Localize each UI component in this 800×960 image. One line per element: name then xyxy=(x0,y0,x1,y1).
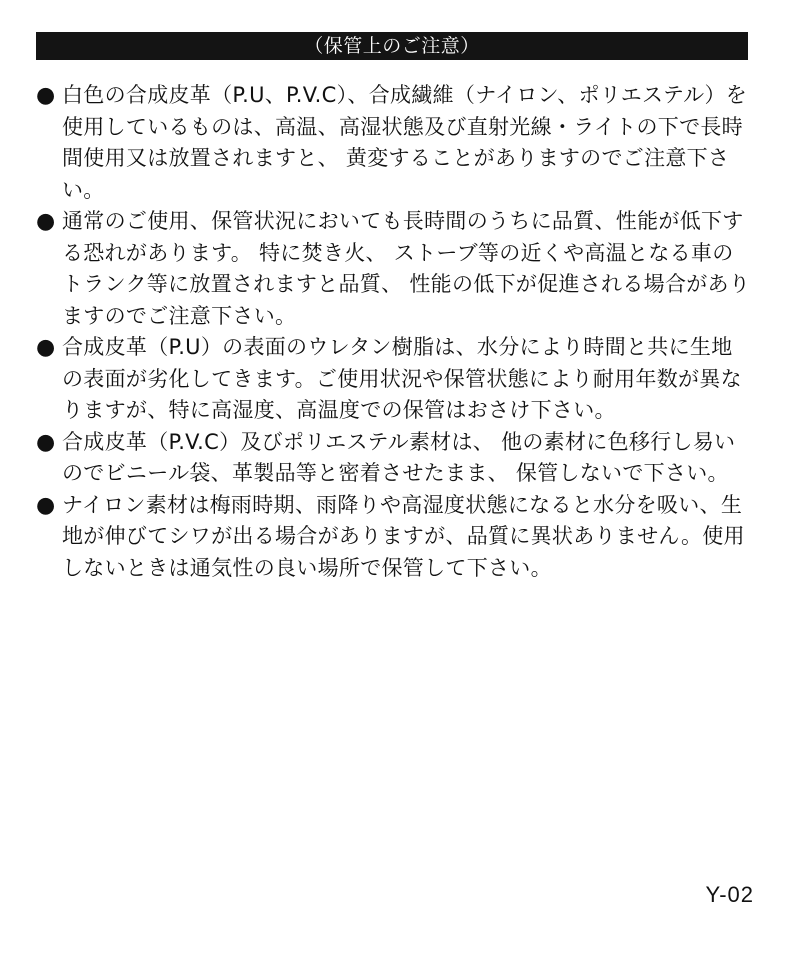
notice-item xyxy=(36,332,752,427)
notice-text: 合成皮革（P.U）の表面のウレタン樹脂は、水分により時間と共に生地の表面が劣化してきます。ご使用状況や保管状態により耐用年数が異なりますが、特に高湿度、高温度での保管はおさけ下さい。 xyxy=(62,335,742,422)
bullet-icon: ● xyxy=(36,335,56,360)
notice-text: 合成皮革（P.V.C）及びポリエステル素材は、 他の素材に色移行し易いのでビニール袋、革製品等と密着させたまま、 保管しないで下さい。 xyxy=(62,429,736,485)
bullet-icon: ● xyxy=(36,209,56,234)
notice-item xyxy=(36,80,752,206)
notice-text: 通常のご使用、保管状況においても長時間のうちに品質、性能が低下する恐れがあります。 特に焚き火、 ストーブ等の近くや高温となる車のトランク等に放置されますと品質、 性能の低下が促進される場合がありますのでご注意下さい。 xyxy=(62,209,751,328)
notice-text: 白色の合成皮革（P.U、P.V.C）、合成繊維（ナイロン、ポリエステル）を使用しているものは、高温、高湿状態及び直射光線・ライトの下で長時間使用又は放置されますと、 黄変することがありますのでご注意下さい。 xyxy=(62,83,748,202)
notice-item xyxy=(36,206,752,332)
notice-text: ナイロン素材は梅雨時期、雨降りや高湿度状態になると水分を吸い、生地が伸びてシワが出る場合がありますが、品質に異状ありません。使用しないときは通気性の良い場所で保管して下さい。 xyxy=(62,492,745,580)
notice-list xyxy=(36,80,752,584)
header-bar xyxy=(36,32,748,60)
page-code: Y-02 xyxy=(705,882,754,907)
bullet-icon: ● xyxy=(36,429,56,455)
bullet-icon: ● xyxy=(36,83,56,108)
notice-item xyxy=(36,490,752,585)
page-title: （保管上のご注意） xyxy=(304,35,480,57)
bullet-icon: ● xyxy=(36,492,56,518)
notice-item xyxy=(36,427,752,490)
